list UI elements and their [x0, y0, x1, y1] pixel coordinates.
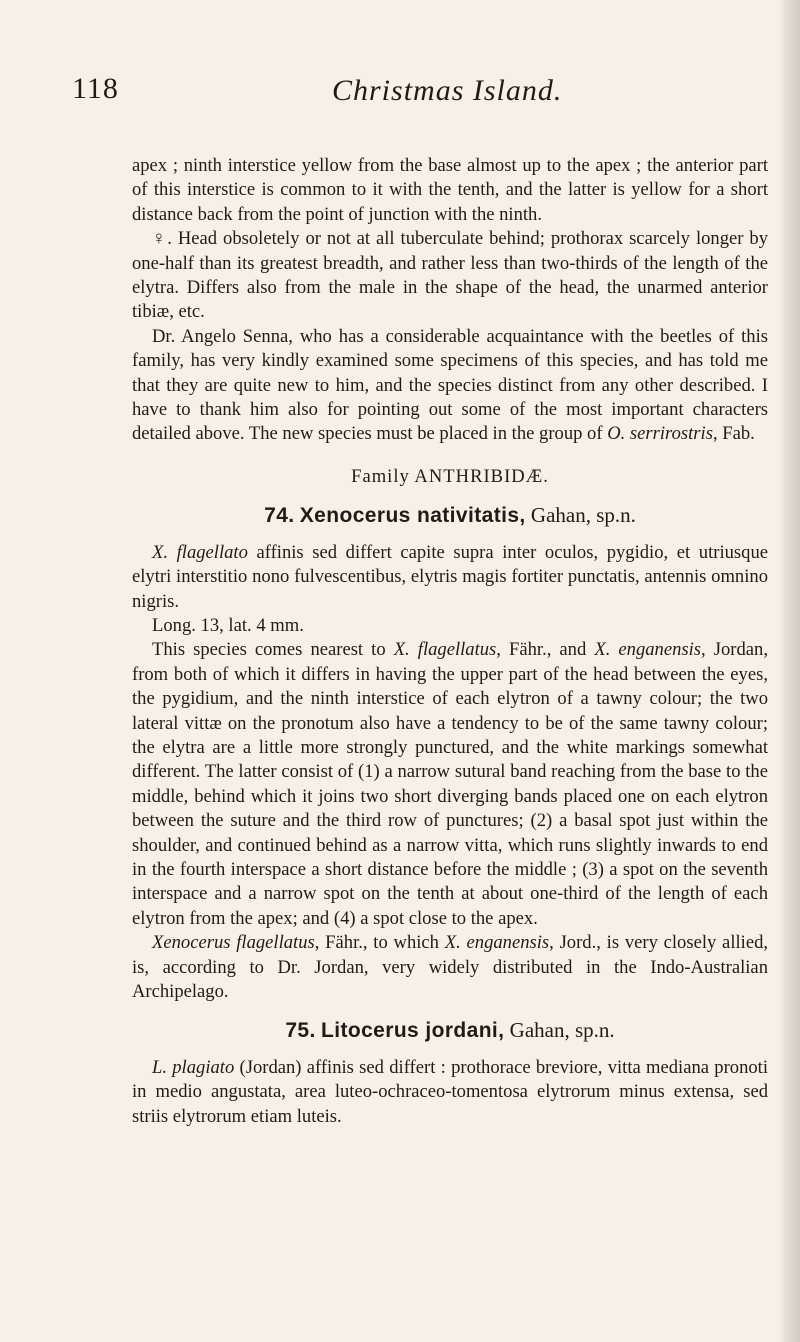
italic-taxon: X. flagellatus	[393, 639, 497, 661]
page-number: 118	[72, 72, 119, 105]
body-text	[132, 154, 768, 1129]
italic-taxon: O. serrirostris	[607, 423, 713, 445]
paragraph: apex ; ninth interstice yellow from the base almost up to the apex ; the anterior part of this interstice is common to it with the tenth, and the latter is yellow for a short distance back from the point of junction with the ninth.	[132, 155, 768, 225]
page-edge-shadow	[778, 0, 800, 1342]
text-run: (Jordan) affinis sed differt : prothorace breviore, vitta mediana pronoti in medio angustata, area luteo-ochraceo-tomentosa elytrorum minus extensa, sed striis elytrorum etiam luteis.	[132, 1056, 768, 1127]
paragraph	[132, 541, 768, 614]
italic-taxon: X. enganensis	[444, 932, 550, 954]
text-run: , Fab.	[712, 423, 755, 445]
species-heading	[132, 503, 768, 528]
page-header	[0, 72, 800, 112]
paragraph	[132, 638, 768, 931]
paragraph: Long. 13, lat. 4 mm.	[152, 614, 304, 636]
species-number: 75.	[285, 1019, 316, 1043]
italic-taxon: Xenocerus flagellatus	[152, 932, 315, 954]
species-author: Gahan, sp.n.	[525, 503, 636, 528]
paragraph: ♀. Head obsoletely or not at all tuberculate behind; prothorax scarcely longer by one-half than its greatest breadth, and rather less than two-thirds of the length of the elytra. Differs also from the male in the shape of the head, the unarmed anterior tibiæ, etc.	[132, 228, 768, 323]
italic-taxon: X. enganensis	[594, 639, 702, 661]
species-name: Litocerus jordani,	[321, 1019, 505, 1043]
text-run: Dr. Angelo Senna, who has a considerable acquaintance with the beetles of this family, has very kindly examined some specimens of this species, and has told me that they are quite new to him, and the species distinct from any other described. I have to thank him also for pointing out some of the most important characters detailed above. The new species must be placed in the group of	[132, 325, 768, 445]
species-name: Xenocerus nativitatis,	[299, 504, 526, 528]
family-heading: Family ANTHRIBIDÆ.	[351, 465, 549, 487]
text-run: affinis sed differt capite supra inter oculos, pygidio, et utriusque elytri interstitio nono fulvescentibus, elytris magis fortiter punctatis, antennis omnino nigris.	[132, 541, 768, 612]
running-title: Christmas Island.	[332, 74, 563, 107]
italic-taxon: X. flagellato	[152, 541, 248, 563]
text-run: , Jordan, from both of which it differs in having the upper part of the head between the eyes, the pygidium, and the ninth interstice of each elytron of a tawny colour; the two lateral vittæ on the pronotum also have a tendency to be of the same tawny colour; the elytra are a little more strongly punctured, and the white markings somewhat different. The latter consist of (1) a narrow sutural band reaching from the base to the middle, behind which it joins two short diverging bands placed one on each elytron between the suture and the third row of punctures; (2) a basal spot just within the shoulder, and continued behind as a narrow vitta, which runs slightly inwards to end in the fourth interspace a short distance before the middle ; (3) a spot on the seventh interspace and a narrow spot on the tenth at about one-third of the length of each elytron from the apex; and (4) a spot close to the apex.	[132, 639, 768, 929]
text-run: , Fähr., and	[496, 639, 595, 661]
species-heading	[132, 1018, 768, 1043]
italic-taxon: L. plagiato	[152, 1056, 235, 1078]
text-run: , Jord., is very closely allied, is, according to Dr. Jordan, very widely distributed in the Indo-Australian Archipelago.	[132, 932, 769, 1002]
species-author: Gahan, sp.n.	[504, 1018, 615, 1043]
species-number: 74.	[264, 504, 295, 528]
text-run: , Fähr., to which	[314, 932, 445, 954]
text-run: This species comes nearest to	[152, 639, 394, 661]
paragraph	[132, 1056, 768, 1129]
paragraph	[132, 931, 768, 1004]
paragraph	[132, 325, 768, 447]
